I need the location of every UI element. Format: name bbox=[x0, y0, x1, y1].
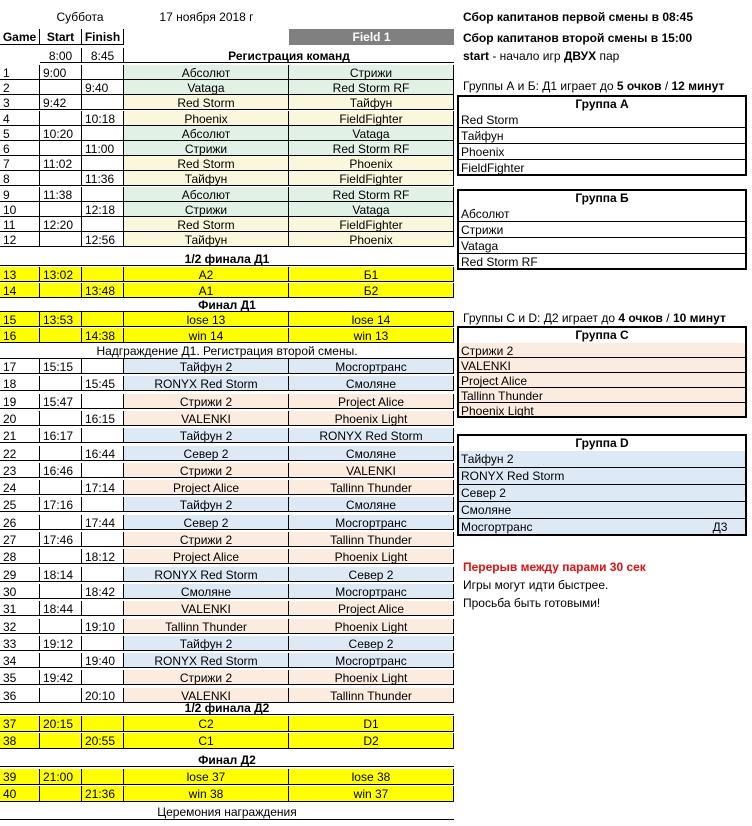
break-note: Перерыв между парами 30 сек bbox=[463, 560, 646, 574]
group-title: Группа D bbox=[457, 434, 747, 451]
game-number: 17 bbox=[0, 359, 40, 374]
team-2: Мосгортранс bbox=[289, 584, 454, 599]
game-finish bbox=[82, 716, 124, 732]
team-2: Север 2 bbox=[289, 567, 454, 582]
group-title: Группа Б bbox=[457, 189, 747, 206]
text-fragment: 4 очков bbox=[618, 311, 663, 325]
game-start: 16:17 bbox=[40, 428, 82, 443]
team-2: Тайфун bbox=[289, 95, 454, 110]
game-start: 19:12 bbox=[40, 636, 82, 651]
team-2: Север 2 bbox=[289, 636, 454, 651]
team-2: Мосгортранс bbox=[289, 515, 454, 530]
game-start bbox=[40, 232, 82, 247]
game-number: 2 bbox=[0, 80, 40, 95]
rules-ab bbox=[460, 78, 748, 94]
ready-note: Просьба быть готовыми! bbox=[463, 596, 601, 610]
team-2: Б1 bbox=[289, 267, 454, 282]
group-team: Абсолют bbox=[457, 206, 747, 222]
team-2: win 37 bbox=[289, 786, 454, 802]
group-team: Мосгортранс bbox=[457, 519, 747, 536]
team-2: Red Storm RF bbox=[289, 187, 454, 202]
game-number: 15 bbox=[0, 312, 40, 327]
team-1: VALENKI bbox=[124, 688, 289, 703]
team-1: lose 37 bbox=[124, 769, 289, 785]
group-team: Tallinn Thunder bbox=[457, 388, 747, 403]
group-team: Тайфун 2 bbox=[457, 451, 747, 468]
group-team: Phoenix bbox=[457, 144, 747, 160]
game-finish: 11:36 bbox=[82, 171, 124, 186]
start-note bbox=[460, 48, 748, 64]
team-1: Red Storm bbox=[124, 95, 289, 110]
game-number: 31 bbox=[0, 601, 40, 616]
text-fragment: ДВУХ bbox=[563, 49, 597, 63]
game-finish: 18:42 bbox=[82, 584, 124, 599]
group-team: Тайфун bbox=[457, 128, 747, 144]
game-finish bbox=[82, 187, 124, 202]
game-finish: 9:40 bbox=[82, 80, 124, 95]
faster-note: Игры могут идти быстрее. bbox=[463, 578, 609, 592]
game-number: 6 bbox=[0, 141, 40, 156]
team-1: Red Storm bbox=[124, 156, 289, 171]
group-team: Север 2 bbox=[457, 485, 747, 502]
final-d1-title: Финал Д1 bbox=[0, 297, 454, 312]
game-start: 20:15 bbox=[40, 716, 82, 732]
group-team: FieldFighter bbox=[457, 160, 747, 176]
game-number: 37 bbox=[0, 716, 40, 732]
game-finish: 17:44 bbox=[82, 515, 124, 530]
team-2: Vataga bbox=[289, 202, 454, 217]
game-start: 9:00 bbox=[40, 65, 82, 80]
game-start: 9:42 bbox=[40, 95, 82, 110]
game-number: 34 bbox=[0, 653, 40, 668]
game-start: 19:42 bbox=[40, 670, 82, 685]
registration-finish: 8:45 bbox=[82, 48, 124, 63]
col-game-header: Game bbox=[0, 29, 40, 45]
final-d2-title: Финал Д2 bbox=[0, 752, 454, 767]
group-team: Стрижи bbox=[457, 222, 747, 238]
team-1: Тайфун bbox=[124, 232, 289, 247]
group-team: Смоляне bbox=[457, 502, 747, 519]
ceremony: Церемония награждения bbox=[0, 804, 454, 820]
game-number: 18 bbox=[0, 376, 40, 391]
text-fragment: / bbox=[661, 79, 672, 93]
game-start: 18:44 bbox=[40, 601, 82, 616]
game-number: 16 bbox=[0, 328, 40, 343]
game-finish bbox=[82, 601, 124, 616]
game-number: 21 bbox=[0, 428, 40, 443]
text-fragment: 5 очков bbox=[616, 79, 662, 93]
team-1: RONYX Red Storm bbox=[124, 376, 289, 391]
team-1: Тайфун 2 bbox=[124, 428, 289, 443]
team-1: A1 bbox=[124, 283, 289, 298]
team-1: Red Storm bbox=[124, 217, 289, 232]
team-1: Тайфун 2 bbox=[124, 497, 289, 512]
team-1: Север 2 bbox=[124, 515, 289, 530]
game-number: 29 bbox=[0, 567, 40, 582]
team-1: A2 bbox=[124, 267, 289, 282]
game-start: 11:02 bbox=[40, 156, 82, 171]
team-1: VALENKI bbox=[124, 601, 289, 616]
team-2: Phoenix Light bbox=[289, 549, 454, 564]
team-2: Phoenix Light bbox=[289, 670, 454, 685]
game-finish bbox=[82, 359, 124, 374]
team-1: Стрижи 2 bbox=[124, 532, 289, 547]
game-finish: 16:44 bbox=[82, 446, 124, 461]
captains-second-shift: Сбор капитанов второй смены в 15:00 bbox=[463, 31, 693, 45]
game-finish: 11:00 bbox=[82, 141, 124, 156]
game-number: 8 bbox=[0, 171, 40, 186]
game-finish bbox=[82, 65, 124, 80]
game-number: 30 bbox=[0, 584, 40, 599]
group-team: Vataga bbox=[457, 238, 747, 254]
game-finish: 14:38 bbox=[82, 328, 124, 343]
team-1: Vataga bbox=[124, 80, 289, 95]
game-start bbox=[40, 376, 82, 391]
team-2: Мосгортранс bbox=[289, 359, 454, 374]
game-start: 15:15 bbox=[40, 359, 82, 374]
game-finish: 16:15 bbox=[82, 411, 124, 426]
game-number: 22 bbox=[0, 446, 40, 461]
game-number: 7 bbox=[0, 156, 40, 171]
game-finish: 20:10 bbox=[82, 688, 124, 703]
game-finish: 19:40 bbox=[82, 653, 124, 668]
team-1: Тайфун 2 bbox=[124, 359, 289, 374]
game-number: 1 bbox=[0, 65, 40, 80]
game-finish bbox=[82, 463, 124, 478]
registration-label: Регистрация команд bbox=[124, 48, 454, 63]
game-finish: 12:56 bbox=[82, 232, 124, 247]
team-2: Б2 bbox=[289, 283, 454, 298]
team-1: Стрижи bbox=[124, 141, 289, 156]
team-1: win 38 bbox=[124, 786, 289, 802]
team-1: Tallinn Thunder bbox=[124, 619, 289, 634]
game-finish bbox=[82, 217, 124, 232]
team-2: Смоляне bbox=[289, 446, 454, 461]
group-team: Red Storm RF bbox=[457, 254, 747, 270]
col-start-header: Start bbox=[40, 29, 82, 45]
team-2: D1 bbox=[289, 716, 454, 732]
game-start: 16:46 bbox=[40, 463, 82, 478]
team-1: lose 13 bbox=[124, 312, 289, 327]
game-start: 13:02 bbox=[40, 267, 82, 282]
team-1: Абсолют bbox=[124, 65, 289, 80]
team-2: Tallinn Thunder bbox=[289, 532, 454, 547]
game-number: 32 bbox=[0, 619, 40, 634]
game-finish bbox=[82, 267, 124, 282]
game-finish bbox=[82, 428, 124, 443]
group-title: Группа C bbox=[457, 326, 747, 343]
team-2: Project Alice bbox=[289, 394, 454, 409]
game-start bbox=[40, 411, 82, 426]
game-finish bbox=[82, 497, 124, 512]
game-number: 10 bbox=[0, 202, 40, 217]
game-start: 12:20 bbox=[40, 217, 82, 232]
team-1: Абсолют bbox=[124, 187, 289, 202]
game-number: 33 bbox=[0, 636, 40, 651]
semi-d2-title: 1/2 финала Д2 bbox=[0, 700, 454, 715]
group-team: Phoenix Light bbox=[457, 403, 747, 418]
game-finish bbox=[82, 312, 124, 327]
game-number: 19 bbox=[0, 394, 40, 409]
team-2: Стрижи bbox=[289, 65, 454, 80]
team-1: Тайфун bbox=[124, 171, 289, 186]
team-2: RONYX Red Storm bbox=[289, 428, 454, 443]
text-fragment: / bbox=[662, 311, 673, 325]
team-1: Стрижи 2 bbox=[124, 463, 289, 478]
game-number: 25 bbox=[0, 497, 40, 512]
game-number: 11 bbox=[0, 217, 40, 232]
team-1: Абсолют bbox=[124, 126, 289, 141]
game-number: 9 bbox=[0, 187, 40, 202]
team-1: win 14 bbox=[124, 328, 289, 343]
game-number: 36 bbox=[0, 688, 40, 703]
date-label: 17 ноября 2018 г bbox=[159, 10, 254, 24]
text-fragment: 10 минут bbox=[672, 311, 726, 325]
game-finish: 21:36 bbox=[82, 786, 124, 802]
game-finish: 15:45 bbox=[82, 376, 124, 391]
game-start bbox=[40, 480, 82, 495]
team-1: Phoenix bbox=[124, 111, 289, 126]
game-start bbox=[40, 141, 82, 156]
game-start: 15:47 bbox=[40, 394, 82, 409]
team-1: Смоляне bbox=[124, 584, 289, 599]
game-number: 12 bbox=[0, 232, 40, 247]
team-1: RONYX Red Storm bbox=[124, 567, 289, 582]
game-start bbox=[40, 733, 82, 749]
team-1: Север 2 bbox=[124, 446, 289, 461]
team-2: Red Storm RF bbox=[289, 80, 454, 95]
col-finish-header: Finish bbox=[82, 29, 124, 45]
team-2: Phoenix bbox=[289, 156, 454, 171]
team-2: Project Alice bbox=[289, 601, 454, 616]
team-2: Tallinn Thunder bbox=[289, 480, 454, 495]
team-2: FieldFighter bbox=[289, 217, 454, 232]
text-fragment: - начало игр bbox=[489, 49, 564, 63]
game-start bbox=[40, 283, 82, 298]
team-2: FieldFighter bbox=[289, 111, 454, 126]
game-finish bbox=[82, 670, 124, 685]
game-finish: 13:48 bbox=[82, 283, 124, 298]
game-finish bbox=[82, 532, 124, 547]
game-finish bbox=[82, 394, 124, 409]
team-2: Vataga bbox=[289, 126, 454, 141]
team-1: Стрижи 2 bbox=[124, 670, 289, 685]
team-1: C1 bbox=[124, 733, 289, 749]
game-number: 35 bbox=[0, 670, 40, 685]
game-number: 28 bbox=[0, 549, 40, 564]
game-start: 11:38 bbox=[40, 187, 82, 202]
game-finish bbox=[82, 636, 124, 651]
text-fragment: Группы А и Б: Д1 играет до bbox=[463, 79, 617, 93]
team-1: C2 bbox=[124, 716, 289, 732]
group-title: Группа А bbox=[457, 95, 747, 112]
semi-d1-title: 1/2 финала Д1 bbox=[0, 251, 454, 266]
game-finish: 20:55 bbox=[82, 733, 124, 749]
game-number: 38 bbox=[0, 733, 40, 749]
team-2: Phoenix bbox=[289, 232, 454, 247]
game-finish bbox=[82, 95, 124, 110]
game-start bbox=[40, 80, 82, 95]
game-start bbox=[40, 584, 82, 599]
award-d1: Надграждение Д1. Регистрация второй смены. bbox=[0, 343, 454, 359]
team-2: VALENKI bbox=[289, 463, 454, 478]
game-finish bbox=[82, 126, 124, 141]
game-start: 18:14 bbox=[40, 567, 82, 582]
team-2: Мосгортранс bbox=[289, 653, 454, 668]
team-2: Phoenix Light bbox=[289, 619, 454, 634]
game-start bbox=[40, 202, 82, 217]
game-number: 20 bbox=[0, 411, 40, 426]
game-number: 39 bbox=[0, 769, 40, 785]
team-1: Стрижи bbox=[124, 202, 289, 217]
team-1: Стрижи 2 bbox=[124, 394, 289, 409]
game-number: 23 bbox=[0, 463, 40, 478]
game-start bbox=[40, 446, 82, 461]
text-fragment: Группы C и D: Д2 играет до bbox=[463, 311, 619, 325]
group-d-note: Д3 bbox=[712, 520, 728, 534]
game-number: 24 bbox=[0, 480, 40, 495]
team-2: Смоляне bbox=[289, 376, 454, 391]
game-start: 10:20 bbox=[40, 126, 82, 141]
text-fragment: 12 минут bbox=[671, 79, 725, 93]
group-team: Red Storm bbox=[457, 112, 747, 128]
game-start: 21:00 bbox=[40, 769, 82, 785]
game-finish bbox=[82, 567, 124, 582]
team-1: VALENKI bbox=[124, 411, 289, 426]
group-team: Project Alice bbox=[457, 373, 747, 388]
team-2: win 13 bbox=[289, 328, 454, 343]
game-finish bbox=[82, 156, 124, 171]
team-2: FieldFighter bbox=[289, 171, 454, 186]
day-label: Суббота bbox=[56, 10, 104, 24]
game-number: 27 bbox=[0, 532, 40, 547]
game-start bbox=[40, 619, 82, 634]
game-number: 14 bbox=[0, 283, 40, 298]
team-2: lose 38 bbox=[289, 769, 454, 785]
team-2: D2 bbox=[289, 733, 454, 749]
game-start: 17:16 bbox=[40, 497, 82, 512]
team-2: Red Storm RF bbox=[289, 141, 454, 156]
game-start: 17:46 bbox=[40, 532, 82, 547]
team-1: Тайфун 2 bbox=[124, 636, 289, 651]
game-start bbox=[40, 111, 82, 126]
game-start bbox=[40, 515, 82, 530]
team-2: Tallinn Thunder bbox=[289, 688, 454, 703]
game-start bbox=[40, 171, 82, 186]
game-start bbox=[40, 786, 82, 802]
game-number: 13 bbox=[0, 267, 40, 282]
game-finish bbox=[82, 769, 124, 785]
team-1: Project Alice bbox=[124, 549, 289, 564]
game-finish: 12:18 bbox=[82, 202, 124, 217]
team-2: Смоляне bbox=[289, 497, 454, 512]
game-start bbox=[40, 653, 82, 668]
captains-first-shift: Сбор капитанов первой смены в 08:45 bbox=[463, 10, 694, 24]
game-number: 40 bbox=[0, 786, 40, 802]
team-2: Phoenix Light bbox=[289, 411, 454, 426]
game-finish: 18:12 bbox=[82, 549, 124, 564]
game-finish: 19:10 bbox=[82, 619, 124, 634]
team-1: Project Alice bbox=[124, 480, 289, 495]
registration-start: 8:00 bbox=[40, 48, 82, 63]
rules-cd bbox=[460, 310, 748, 326]
game-number: 26 bbox=[0, 515, 40, 530]
group-team: VALENKI bbox=[457, 358, 747, 373]
text-fragment: start bbox=[463, 49, 490, 63]
game-number: 3 bbox=[0, 95, 40, 110]
game-finish: 10:18 bbox=[82, 111, 124, 126]
game-start bbox=[40, 549, 82, 564]
text-fragment: пар bbox=[596, 49, 620, 63]
game-finish: 17:14 bbox=[82, 480, 124, 495]
game-start bbox=[40, 328, 82, 343]
group-team: RONYX Red Storm bbox=[457, 468, 747, 485]
field-header: Field 1 bbox=[289, 29, 454, 45]
group-team: Стрижи 2 bbox=[457, 343, 747, 358]
game-number: 4 bbox=[0, 111, 40, 126]
team-2: lose 14 bbox=[289, 312, 454, 327]
team-1: RONYX Red Storm bbox=[124, 653, 289, 668]
game-start: 13:53 bbox=[40, 312, 82, 327]
game-number: 5 bbox=[0, 126, 40, 141]
